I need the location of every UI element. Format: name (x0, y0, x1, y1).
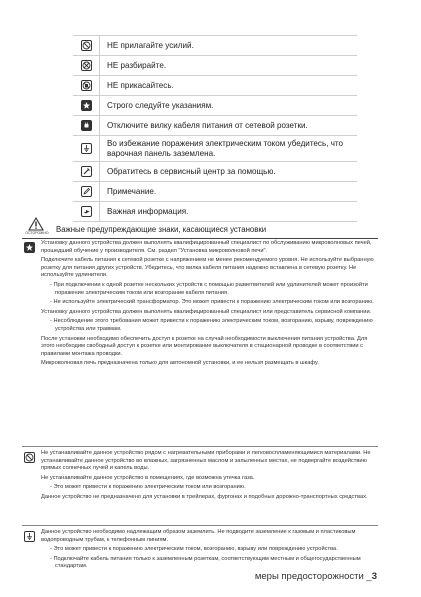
symbol-legend-table (73, 35, 357, 222)
legend-text: Примечание. (100, 182, 358, 202)
legend-row (73, 116, 357, 136)
note-icon (81, 186, 92, 197)
dash-item: - Подключайте кабель питания только к заземленным розеткам, соответствующим местным и общегосударственным стандартам. (50, 555, 361, 570)
dash-item: - Несоблюдение этого требования может привести к поражению электрическим током, возгоранию, взрыву, повреждению устройства или травмам. (50, 318, 373, 332)
installation-warning-header (22, 216, 378, 238)
paragraph: Установку данного устройства должен выполнять квалифицированный специалист или представитель сервисной компании. (41, 308, 372, 315)
no-touch-icon (81, 80, 92, 91)
footer-label: меры предосторожности _ (254, 571, 372, 582)
caution-caption: ОСТОРОЖНО (25, 231, 49, 235)
legend-row (73, 76, 357, 96)
no-disassemble-icon (81, 60, 92, 71)
legend-text: НЕ разбирайте. (100, 56, 358, 76)
follow-instructions-icon (81, 100, 92, 111)
paragraph: Данное устройство необходимо надлежащим образом заземлить. Не подводите заземление к газовым и пластиковым водопроводным трубам, к телефонным линиям. (41, 529, 356, 543)
paragraph: Не устанавливайте данное устройство рядом с нагревательными приборами и легковоспламеняющимися материалами. Не устанавливайте данное устройство во влажных, загрязненных маслом и запыленных местах, не подвергайте воздействию прямых солнечных лучей и капель воды. (41, 450, 371, 472)
unplug-icon (81, 120, 92, 131)
legend-row (73, 96, 357, 116)
dash-item: - Не используйте электрический трансформатор. Это может привести к поражению электрическим током или возгоранию. (50, 299, 374, 306)
dash-item: - При подключении к одной розетке нескольких устройств с помощью разветвителей или удлинителей может произойти поражение электрическим током или возгорание кабеля питания. (50, 281, 368, 296)
paragraph: Микроволновая печь предназначена только для автономной установки, и ее нельзя размещать в шкафу. (41, 360, 319, 367)
legend-text: Обратитесь в сервисный центр за помощью. (100, 162, 358, 182)
warning-block-installation (22, 240, 378, 447)
section-title: Важные предупреждающие знаки, касающиеся установки (56, 225, 267, 234)
paragraph: Установку данного устройства должен выполнять квалифицированный специалист по обслуживанию микроволновых печей, прошедший обучение у производителя. См. раздел "Установка микроволновой печи". (41, 240, 372, 254)
service-center-icon (81, 166, 92, 177)
legend-text: НЕ прилагайте усилий. (100, 36, 358, 56)
legend-row (73, 56, 357, 76)
legend-text: Важная информация. (100, 202, 358, 222)
legend-text: Строго следуйте указаниям. (100, 96, 358, 116)
paragraph: Не устанавливайте данное устройство в помещениях, где возможна утечка газа. (41, 474, 255, 481)
paragraph: После установки необходимо обеспечить доступ к розетке на случай необходимости выключения питания устройства. Для этого необходим свободный доступ к розетке или монтирование выключателя в стационарной проводке в соответствии с правилами монтажа проводки. (41, 335, 368, 357)
paragraph: Подключите кабель питания к сетевой розетке с напряжением не менее рекомендуемого уровня. Не используйте выбранную розетку для питания других устройств. Убедитесь, что вилка кабеля питания надежно вставлена в сетевую розетку. Не используйте удлинители. (41, 257, 374, 279)
divider (22, 238, 378, 239)
no-force-icon (81, 40, 92, 51)
warning-block-location (22, 450, 378, 526)
legend-row (73, 36, 357, 56)
dash-item: - Это может привести к поражению электрическим током или возгоранию. (50, 484, 246, 491)
legend-row (73, 162, 357, 182)
legend-text: Отключите вилку кабеля питания от сетевой розетки. (100, 116, 358, 136)
paragraph: Данное устройство не предназначено для установки в трейлерах, фургонах и подобных дорожно-транспортных средствах. (41, 493, 368, 500)
dash-item: - Это может привести к поражению электрическим током, возгоранию, взрыву или повреждению устройства. (50, 546, 338, 553)
legend-text: НЕ прикасайтесь. (100, 76, 358, 96)
legend-text: Во избежание поражения электрическим током убедитесь, что варочная панель заземлена. (100, 136, 358, 162)
page-number: 3 (371, 571, 377, 582)
no-force-icon (24, 452, 35, 463)
legend-row (73, 182, 357, 202)
warning-block-grounding (22, 529, 378, 571)
ground-icon (81, 143, 92, 154)
legend-row (73, 136, 357, 162)
ground-icon (24, 531, 35, 542)
page-footer (255, 571, 377, 582)
follow-instructions-icon (24, 242, 35, 253)
